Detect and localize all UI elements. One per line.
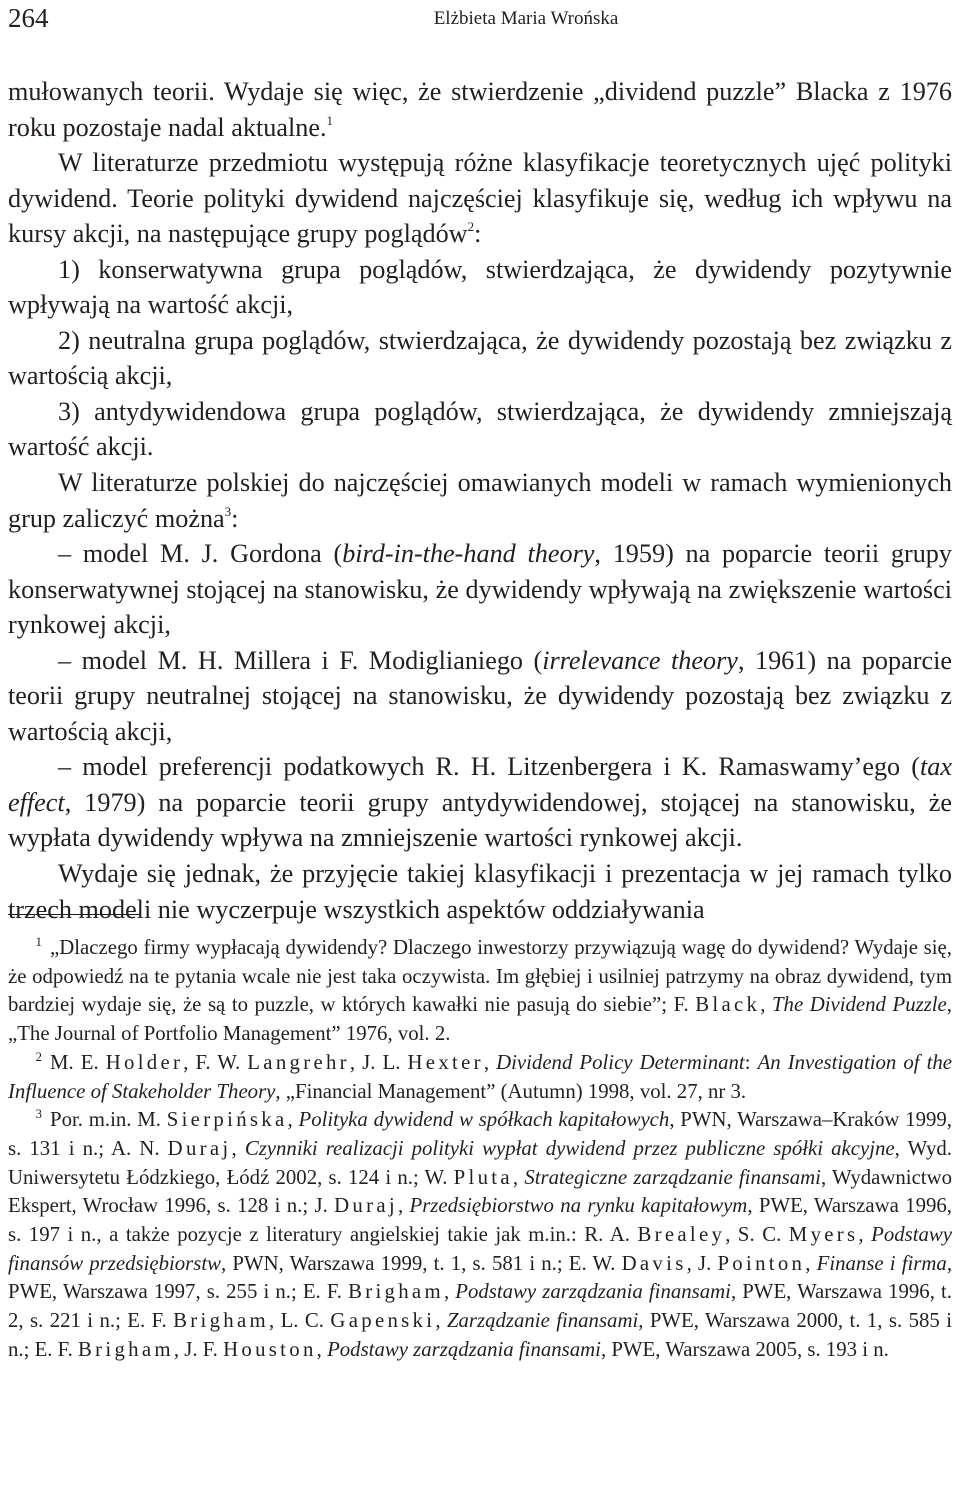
list-item-tax-preference-model: – model preferencji podatkowych R. H. Litzenbergera i K. Ramaswamy’ego (tax effect, 1979) na poparcie teorii grupy antydywidendowej, stojącej na stanowisku, że wypłata dywidendy wpływa na zmniejszenie wartości rynkowej akcji. — [8, 752, 952, 853]
list-item-antidividend: 3) antydywidendowa grupa poglądów, stwierdzająca, że dywidendy zmniejszają wartość akcji. — [8, 396, 952, 462]
list-item-miller-modigliani-model: – model M. H. Millera i F. Modiglianiego (irrelevance theory, 1961) na poparcie teorii grupy neutralnej stojącej na stanowisku, że dywidendy pozostają bez związku z wartością akcji, — [8, 645, 952, 746]
paragraph-conclusion: Wydaje się jednak, że przyjęcie takiej klasyfikacji i prezentacja w jej ramach tylko trzech modeli nie wyczerpuje wszystkich aspektów oddziaływania — [8, 859, 952, 924]
paragraph-polish-literature: W literaturze polskiej do najczęściej omawianych modeli w ramach wymienionych grup zaliczyć można$^3$: — [8, 468, 952, 533]
page-number: 264 — [8, 3, 49, 33]
footnotes — [8, 934, 952, 1365]
page-header — [8, 0, 948, 42]
running-head-author: Elżbieta Maria Wrońska — [433, 8, 619, 29]
footnote-3: 3 Por. m.in. M. Sierpińska, Polityka dywidend w spółkach kapitałowych, PWN, Warszawa–Kraków 1999, s. 131 i n.; A. N. Duraj, Czynniki realizacji polityki wypłat dywidend przez publiczne spółki akcyjne, Wyd. Uniwersytetu Łódzkiego, Łódź 2002, s. 124 i n.; W. Pluta, Strategiczne zarządzanie finansami, Wydawnictwo Ekspert, Wrocław 1996, s. 128 i n.; J. Duraj, Przedsiębiorstwo na rynku kapitałowym, PWE, Warszawa 1996, s. 197 i n., a także pozycje z literatury angielskiej takie jak m.in.: R. A. Brealey, S. C. Myers, Podstawy finansów przedsiębiorstw, PWN, Warszawa 1999, t. 1, s. 581 i n.; E. W. Davis, J. Pointon, Finanse i firma, PWE, Warszawa 1997, s. 255 i n.; E. F. Brigham, Podstawy zarządzania finansami, PWE, Warszawa 1996, t. 2, s. 221 i n.; E. F. Brigham, L. C. Gapenski, Zarządzanie finansami, PWE, Warszawa 2000, t. 1, s. 585 i n.; E. F. Brigham, J. F. Houston, Podstawy zarządzania finansami, PWE, Warszawa 2005, s. 193 i n. — [8, 1106, 953, 1361]
list-item-conservative: 1) konserwatywna grupa poglądów, stwierdzająca, że dywidendy pozytywnie wpływają na wartość akcji, — [8, 254, 952, 320]
footnote-separator — [8, 914, 141, 915]
footnote-ref-1[interactable]: 1 — [326, 112, 333, 128]
paragraph-classifications: W literaturze przedmiotu występują różne klasyfikacje teoretycznych ujęć polityki dywidend. Teorie polityki dywidend najczęściej klasyfikuje się, według ich wpływu na kursy akcji, na następujące grupy poglądów$^2$: — [8, 148, 952, 249]
footnote-2: 2 M. E. Holder, F. W. Langrehr, J. L. Hexter, Dividend Policy Determinant: An Investigation of the Influence of Stakeholder Theory, „Financial Management” (Autumn) 1998, vol. 27, nr 3. — [8, 1048, 952, 1103]
list-item-neutral: 2) neutralna grupa poglądów, stwierdzająca, że dywidendy pozostają bez związku z wartością akcji, — [8, 325, 952, 391]
paragraph-intro: mułowanych teorii. Wydaje się więc, że stwierdzenie „dividend puzzle” Blacka z 1976 roku pozostaje nadal aktualne.$^1$ — [8, 77, 952, 142]
footnote-ref-2[interactable]: 2 — [467, 219, 475, 235]
list-item-gordon-model: – model M. J. Gordona (bird-in-the-hand theory, 1959) na poparcie teorii grupy konserwatywnej stojącej na stanowisku, że dywidendy wpływają na zwiększenie wartości rynkowej akcji, — [8, 539, 952, 640]
footnote-ref-3[interactable]: 3 — [224, 503, 232, 519]
main-text — [8, 74, 952, 927]
footnote-1: 1 „Dlaczego firmy wypłacają dywidendy? Dlaczego inwestorzy przywiązują wagę do dywidend? Wydaje się, że odpowiedź na te pytania wcale nie jest taka oczywista. Im głębiej i usilniej patrzymy na obraz dywidend, tym bardziej wydaje się, że są to puzzle, w których kawałki nie pasują do siebie”; F. Black, The Dividend Puzzle, „The Journal of Portfolio Management” 1976, vol. 2. — [8, 934, 952, 1046]
